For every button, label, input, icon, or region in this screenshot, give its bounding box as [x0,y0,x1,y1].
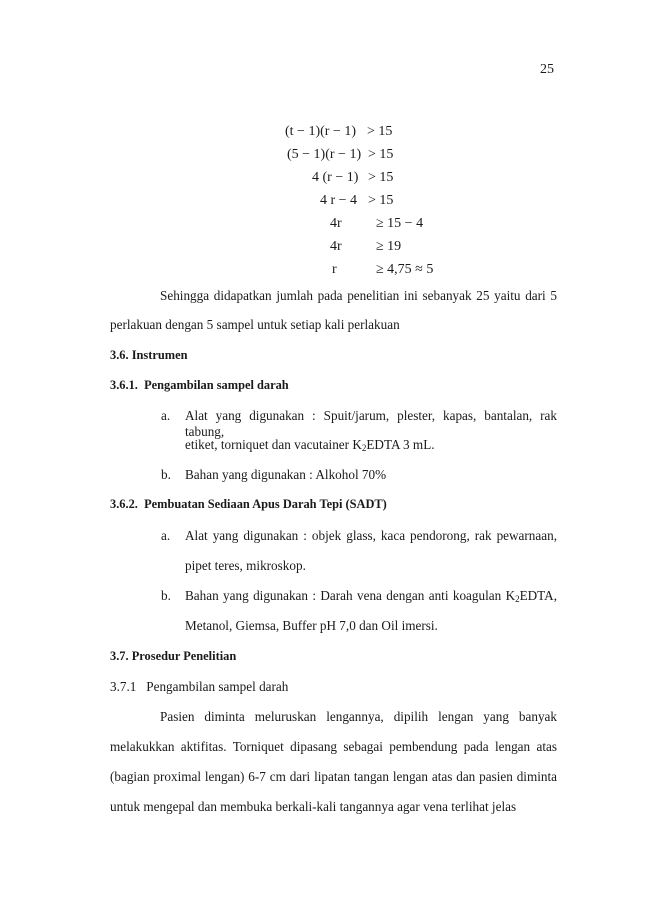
equation-rhs: ≥ 4,75 ≈ 5 [376,262,434,277]
conclusion-line-1: Sehingga didapatkan jumlah pada penelitian ini sebanyak 25 yaitu dari 5 [160,288,557,303]
subsection-heading-3-6-1 [110,378,289,393]
equation-rhs: > 15 [368,170,394,185]
equation-lhs: 4r [330,239,342,254]
subsection-number: 3.6.2. [110,497,138,511]
equation-rhs: > 15 [368,147,394,162]
equation-lhs: r [332,262,337,277]
list-item-line-1: Bahan yang digunakan : Alkohol 70% [185,467,387,482]
equation-rhs: ≥ 15 − 4 [376,216,424,231]
equation-rhs: ≥ 19 [376,239,402,254]
procedure-line-4: untuk mengepal dan membuka berkali-kali tangannya agar vena terlihat jelas [110,799,517,814]
equation-lhs: 4 r − 4 [320,193,358,208]
section-heading-3-7 [110,649,236,664]
equation-lhs: (t − 1)(r − 1) [285,124,356,139]
section-title: Prosedur Penelitian [131,649,237,663]
procedure-line-2: melakukkan aktifitas. Torniquet dipasang sebagai pembendung pada lengan atas [110,739,557,754]
equation-lhs: 4r [330,216,342,231]
subsection-title: Pengambilan sampel darah [144,378,289,392]
list-item-line-2: Metanol, Giemsa, Buffer pH 7,0 dan Oil imersi. [185,618,438,633]
subsection-title: Pengambilan sampel darah [146,679,289,694]
section-title: Instrumen [131,348,188,362]
list-item-line-1: Alat yang digunakan : objek glass, kaca pendorong, rak pewarnaan, [185,528,557,543]
procedure-line-1: Pasien diminta meluruskan lengannya, dipilih lengan yang banyak [160,709,557,724]
equation-lhs: 4 (r − 1) [312,170,359,185]
list-item-line-1: Bahan yang digunakan : Darah vena dengan anti koagulan $K_2EDTA$, [185,588,557,604]
list-marker: a. [161,408,171,423]
equation-rhs: > 15 [368,193,394,208]
subsection-heading-3-7-1 [110,679,288,695]
section-heading-3-6 [110,348,187,363]
section-number: 3.6. [110,348,129,362]
list-marker: a. [161,528,171,543]
subsection-title: Pembuatan Sediaan Apus Darah Tepi (SADT) [144,497,387,511]
list-item-line-2: etiket, torniquet dan vacutainer $K_2EDTA$ 3 mL. [185,437,435,453]
procedure-line-3: (bagian proximal lengan) 6-7 cm dari lipatan tangan lengan atas dan pasien diminta [110,769,557,784]
equation-rhs: > 15 [367,124,393,139]
section-number: 3.7. [110,649,129,663]
subsection-number: 3.7.1 [110,679,137,694]
list-marker: b. [161,588,171,603]
list-marker: b. [161,467,171,482]
subsection-heading-3-6-2 [110,497,387,512]
equation-lhs: (5 − 1)(r − 1) [287,147,362,162]
subsection-number: 3.6.1. [110,378,138,392]
page-number: 25 [540,62,554,77]
list-item-line-2: pipet teres, mikroskop. [185,558,306,573]
list-item-line-1: Alat yang digunakan : Spuit/jarum, plester, kapas, bantalan, rak tabung, [185,408,557,439]
conclusion-line-2: perlakuan dengan 5 sampel untuk setiap kali perlakuan [110,317,400,332]
